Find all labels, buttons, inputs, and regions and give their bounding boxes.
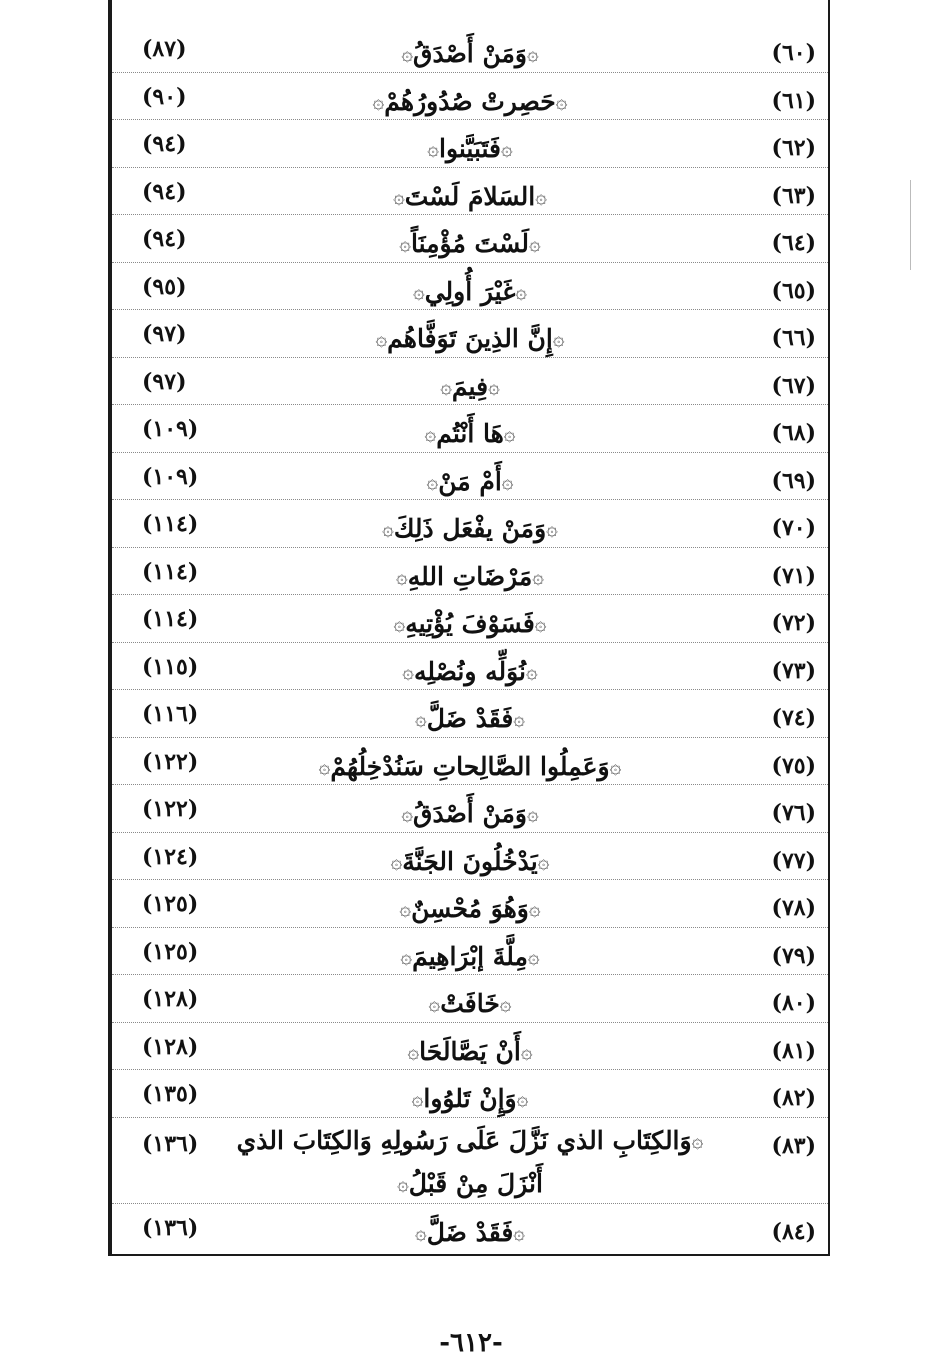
- phrase-text: أَنْ يَصَّالَحَا: [419, 1036, 521, 1066]
- entry-phrase: [242, 507, 698, 550]
- entry-phrase: [242, 697, 698, 740]
- table-row: [112, 879, 828, 928]
- phrase-text: فَتَبَيَّنوا: [439, 134, 501, 163]
- phrase-text: يَدْخُلُونَ الجَنَّةَ: [402, 846, 538, 876]
- phrase-text: وَالكِتَابِ الذي نَزَّلَ عَلَى رَسُولِهِ وَالكِتَابَ الذي أَنْزَلَ مِنْ قَبْلُ: [236, 1125, 692, 1198]
- ornament-open-icon: ۞: [537, 848, 550, 873]
- entry-phrase: [242, 175, 698, 218]
- ornament-close-icon: ۞: [399, 896, 412, 920]
- entry-index: (٧٧): [771, 847, 816, 874]
- table-row: [112, 784, 828, 833]
- entry-index: (٦٨): [771, 420, 816, 446]
- table-row: [112, 72, 828, 121]
- ornament-open-icon: ۞: [516, 1086, 529, 1110]
- table-row: [112, 927, 828, 976]
- entry-index: (٨٠): [771, 990, 816, 1016]
- ornament-close-icon: ۞: [440, 373, 452, 398]
- entry-index: (٨٢): [771, 1085, 816, 1111]
- ornament-close-icon: ۞: [414, 1219, 427, 1244]
- entry-phrase: [242, 555, 698, 598]
- ornament-close-icon: ۞: [382, 516, 394, 540]
- table-row: [112, 547, 828, 596]
- entry-page-ref: (١٣٦): [142, 1214, 199, 1241]
- phrase-text: فِيمَ: [451, 371, 489, 401]
- entry-phrase: [242, 270, 698, 313]
- phrase-text: مِلَّةَ إبْرَاهِيمَ: [412, 941, 528, 971]
- phrase-text: خَافَتْ: [440, 989, 500, 1018]
- phrase-text: وَمَنْ أَصْدَقُ: [413, 39, 527, 68]
- table-row: [112, 974, 828, 1023]
- entry-page-ref: (١١٤): [142, 511, 199, 537]
- phrase-text: فَسَوْفَ يُؤْتِيهِ: [405, 609, 535, 638]
- ornament-close-icon: ۞: [318, 753, 331, 778]
- ornament-close-icon: ۞: [407, 1038, 420, 1063]
- ornament-close-icon: ۞: [372, 88, 385, 113]
- ornament-close-icon: ۞: [401, 801, 414, 825]
- entry-phrase: [242, 127, 698, 170]
- entry-index: (٦٥): [771, 277, 816, 304]
- phrase-text: إِنَّ الذِينَ تَوَفَّاهُم: [387, 324, 553, 353]
- ornament-close-icon: ۞: [400, 943, 413, 968]
- entry-index: (٧٠): [771, 515, 816, 541]
- phrase-text: لَسْتَ مُؤْمِنَاً: [410, 229, 530, 258]
- entry-index: (٧٨): [771, 895, 816, 921]
- entry-page-ref: (٩٧): [142, 368, 187, 395]
- ornament-close-icon: ۞: [426, 468, 439, 493]
- entry-phrase: [242, 365, 698, 408]
- entry-phrase: [242, 602, 698, 645]
- entry-index: (٧٥): [771, 752, 816, 779]
- entry-index: (٧٢): [771, 610, 816, 636]
- entry-index: (٨٤): [771, 1218, 816, 1245]
- table-row: [112, 1022, 828, 1071]
- ornament-close-icon: ۞: [414, 706, 427, 730]
- ornament-close-icon: ۞: [427, 136, 439, 160]
- ornament-open-icon: ۞: [488, 373, 500, 398]
- entry-page-ref: (١١٤): [142, 558, 199, 585]
- entry-page-ref: (١٣٦): [142, 1130, 199, 1157]
- ornament-close-icon: ۞: [393, 183, 405, 208]
- ornament-open-icon: ۞: [513, 1219, 526, 1244]
- ornament-close-icon: ۞: [393, 611, 406, 635]
- entry-page-ref: (١٢٥): [142, 891, 199, 917]
- table-row: [112, 1117, 828, 1204]
- phrase-text: وَهُوَ مُحْسِنٌ: [411, 894, 529, 923]
- table-row: [112, 642, 828, 691]
- entry-index: (٧٩): [771, 942, 816, 969]
- entry-page-ref: (٩٤): [142, 131, 187, 157]
- table-row: [112, 309, 828, 358]
- entry-index: (٦٩): [771, 467, 816, 494]
- table-row: [112, 262, 828, 311]
- ornament-open-icon: ۞: [501, 468, 514, 493]
- ornament-close-icon: ۞: [396, 563, 408, 588]
- ornament-close-icon: ۞: [401, 41, 414, 65]
- table-row: [112, 357, 828, 406]
- entry-page-ref: (٩٠): [142, 83, 187, 110]
- ornament-open-icon: ۞: [609, 753, 622, 778]
- phrase-text: حَصِرتْ صُدُورُهُمْ: [384, 86, 556, 116]
- entry-phrase: [242, 650, 698, 693]
- table-row: [112, 499, 828, 548]
- table-row: [112, 214, 828, 263]
- phrase-text: مَرْضَاتِ اللهِ: [407, 561, 533, 591]
- entry-index: (٧٣): [771, 657, 816, 684]
- entry-phrase: [242, 792, 698, 835]
- ornament-open-icon: ۞: [526, 41, 539, 65]
- entry-phrase: [242, 840, 698, 883]
- entry-phrase: [242, 460, 698, 503]
- entry-page-ref: (٩٥): [142, 273, 187, 300]
- entry-phrase: [222, 1119, 718, 1205]
- ornament-close-icon: ۞: [428, 991, 441, 1015]
- phrase-text: وَعَمِلُوا الصَّالِحاتِ سَنُدْخِلُهُمْ: [330, 751, 610, 781]
- phrase-text: هَا أَنْتُم: [436, 419, 504, 448]
- entry-index: (٦٢): [771, 135, 816, 161]
- ornament-open-icon: ۞: [526, 801, 539, 825]
- entry-index: (٧٦): [771, 800, 816, 826]
- ornament-close-icon: ۞: [390, 848, 403, 873]
- ornament-close-icon: ۞: [411, 1086, 424, 1110]
- entry-page-ref: (١٢٢): [142, 796, 199, 822]
- entry-phrase: [242, 412, 698, 455]
- ornament-open-icon: ۞: [501, 136, 513, 160]
- ornament-open-icon: ۞: [520, 1038, 533, 1063]
- entry-index: (٦٤): [771, 230, 816, 256]
- table-row: [112, 24, 828, 73]
- entry-phrase: [242, 1077, 698, 1120]
- ornament-close-icon: ۞: [412, 278, 425, 303]
- entry-page-ref: (٩٤): [142, 226, 187, 252]
- entry-phrase: [242, 745, 698, 788]
- entry-page-ref: (١١٤): [142, 606, 199, 632]
- ornament-open-icon: ۞: [552, 326, 565, 350]
- ornament-open-icon: ۞: [529, 231, 541, 255]
- entry-page-ref: (١٢٨): [142, 1033, 199, 1060]
- entry-phrase: [242, 317, 698, 360]
- entry-page-ref: (١٣٥): [142, 1081, 199, 1107]
- ornament-open-icon: ۞: [535, 183, 547, 208]
- ornament-open-icon: ۞: [534, 611, 547, 635]
- entry-phrase: [242, 982, 698, 1025]
- entry-phrase: [242, 80, 698, 123]
- ornament-open-icon: ۞: [499, 991, 512, 1015]
- phrase-text: نُوَلِّه ونُصْلِه: [414, 656, 526, 686]
- table-row: [112, 594, 828, 643]
- ornament-open-icon: ۞: [691, 1127, 704, 1152]
- phrase-text: السَلامَ لَسْتَ: [404, 181, 536, 211]
- ornament-open-icon: ۞: [532, 563, 544, 588]
- ornament-open-icon: ۞: [527, 943, 540, 968]
- entry-page-ref: (٩٤): [142, 178, 187, 205]
- entry-page-ref: (٩٧): [142, 321, 187, 347]
- entry-index: (٦٧): [771, 372, 816, 399]
- entry-page-ref: (١٠٩): [142, 463, 199, 490]
- table-row: [112, 119, 828, 168]
- table-row: [112, 1069, 828, 1118]
- table-row: [112, 832, 828, 881]
- entry-phrase: [242, 1030, 698, 1073]
- phrase-text: فَقَدْ ضَلَّ: [426, 704, 514, 733]
- entry-page-ref: (١٠٩): [142, 416, 199, 442]
- table-row: [112, 689, 828, 738]
- ornament-open-icon: ۞: [503, 421, 516, 445]
- entry-page-ref: (١٢٨): [142, 986, 199, 1012]
- entry-phrase: [242, 887, 698, 930]
- entry-index: (٦١): [771, 87, 816, 114]
- phrase-text: وَمَنْ أَصْدَقُ: [413, 799, 527, 828]
- ornament-open-icon: ۞: [555, 88, 568, 113]
- phrase-text: وَمَنْ يفْعَل ذَلِكَ: [393, 514, 547, 543]
- entry-index: (٦٠): [771, 40, 816, 66]
- ornament-close-icon: ۞: [375, 326, 388, 350]
- entry-phrase: [242, 32, 698, 75]
- entry-page-ref: (١٢٤): [142, 843, 199, 870]
- ornament-close-icon: ۞: [402, 658, 414, 683]
- ornament-open-icon: ۞: [515, 278, 528, 303]
- entry-index: (٧١): [771, 562, 816, 589]
- entry-phrase: [242, 1211, 698, 1254]
- ornament-open-icon: ۞: [513, 706, 526, 730]
- phrase-text: فَقَدْ ضَلَّ: [426, 1217, 514, 1247]
- ornament-close-icon: ۞: [399, 231, 411, 255]
- ornament-open-icon: ۞: [546, 516, 558, 540]
- ornament-close-icon: ۞: [397, 1170, 409, 1195]
- page-number: -٦١٢-: [439, 1328, 503, 1358]
- entry-page-ref: (١٢٢): [142, 748, 199, 775]
- ornament-open-icon: ۞: [526, 658, 538, 683]
- phrase-text: أَمْ مَنْ: [438, 466, 502, 496]
- table-row: [112, 167, 828, 216]
- table-row: [112, 737, 828, 786]
- phrase-text: غَيْرَ أُولِي: [424, 276, 516, 306]
- index-table: [108, 0, 830, 1256]
- entry-page-ref: (١١٦): [142, 701, 199, 727]
- table-row: [112, 452, 828, 501]
- margin-mark: [910, 180, 911, 270]
- ornament-close-icon: ۞: [424, 421, 437, 445]
- entry-page-ref: (٨٧): [142, 36, 187, 62]
- entry-index: (٨٣): [771, 1132, 816, 1159]
- entry-phrase: [242, 935, 698, 978]
- table-row: [112, 1203, 828, 1251]
- ornament-open-icon: ۞: [528, 896, 541, 920]
- entry-index: (٦٦): [771, 325, 816, 351]
- entry-page-ref: (١١٥): [142, 653, 199, 680]
- entry-index: (٦٣): [771, 182, 816, 209]
- table-row: [112, 404, 828, 453]
- entry-index: (٨١): [771, 1037, 816, 1064]
- phrase-text: وَإِنْ تَلوُوا: [423, 1084, 517, 1113]
- entry-page-ref: (١٢٥): [142, 938, 199, 965]
- entry-phrase: [242, 222, 698, 265]
- entry-index: (٧٤): [771, 705, 816, 731]
